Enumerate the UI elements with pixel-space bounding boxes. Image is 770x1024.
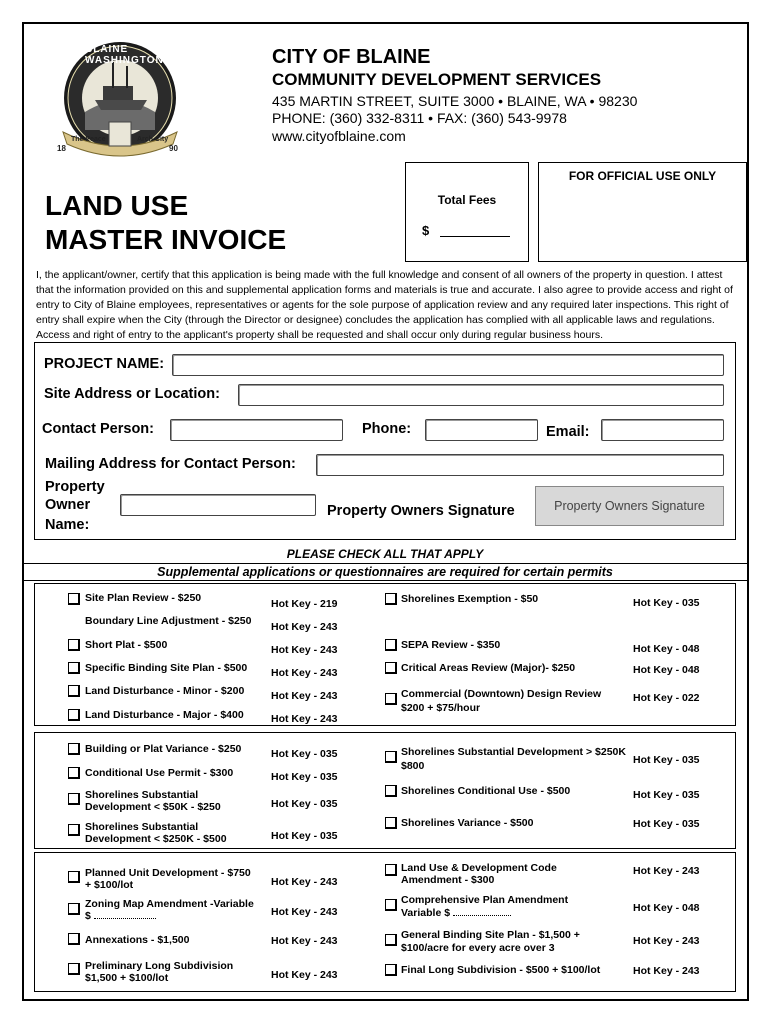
permit-label-line2: + $100/lot — [85, 879, 134, 891]
hot-key: Hot Key - 035 — [633, 818, 700, 830]
permit-label: Zoning Map Amendment -Variable — [85, 898, 254, 910]
permit-label: Land Disturbance - Major - $400 — [85, 709, 244, 721]
permit-checkbox[interactable] — [68, 593, 80, 605]
phone-field[interactable] — [425, 419, 538, 441]
city-seal-logo — [55, 40, 185, 160]
permit-checkbox[interactable] — [68, 662, 80, 674]
mailing-address-field[interactable] — [316, 454, 724, 476]
permit-label: Comprehensive Plan Amendment — [401, 894, 569, 906]
total-fees-label: Total Fees — [437, 193, 497, 207]
hot-key: Hot Key - 035 — [633, 597, 700, 609]
permit-label: Preliminary Long Subdivision — [85, 960, 234, 972]
permit-label-line2: Amendment - $300 — [401, 874, 495, 886]
hot-key: Hot Key - 243 — [271, 644, 338, 656]
permit-checkbox[interactable] — [385, 964, 397, 976]
contact-person-field[interactable] — [170, 419, 343, 441]
permit-label: Shorelines Substantial Development > $250K — [401, 746, 626, 758]
permit-checkbox[interactable] — [385, 751, 397, 763]
hot-key: Hot Key - 243 — [271, 667, 338, 679]
seal-banner-right: Arch City — [137, 136, 169, 143]
permit-label-line2: $800 — [401, 760, 425, 772]
seal-top-text: BLAINE WASHINGTON — [85, 44, 164, 66]
site-address-field[interactable] — [238, 384, 724, 406]
permit-label-line2: Development < $50K - $250 — [85, 801, 221, 813]
permit-checkbox[interactable] — [385, 593, 397, 605]
project-name-label: PROJECT NAME: — [44, 356, 165, 372]
permit-label-line2: $100/acre for every acre over 3 — [401, 942, 555, 954]
permit-label: Shorelines Conditional Use - $500 — [401, 785, 571, 797]
zoning-dollar: $ — [85, 910, 91, 922]
permit-checkbox[interactable] — [385, 864, 397, 876]
certification-text: I, the applicant/owner, certify that this application is being made with the full knowledge and consent of all owners of the property in question. I attest that the information provided on this and supplemental application forms and materials is true and accurate. I also agree to provide access and right of entry to City of Blaine employees, representatives or agents for the sole purpose of application review and any required later inspections. This right of entry shall expire when the City (through the Director or designee) concludes the application has complied with all applicable laws and regulations. Access and right of entry to the applicant's property shall be requested and shall occur only during regular business hours. — [36, 269, 733, 341]
permit-checkbox[interactable] — [385, 934, 397, 946]
permit-label: Boundary Line Adjustment - $250 — [85, 615, 252, 627]
permit-checkbox[interactable] — [68, 639, 80, 651]
hot-key: Hot Key - 035 — [633, 754, 700, 766]
hot-key: Hot Key - 219 — [271, 598, 338, 610]
permit-label: Specific Binding Site Plan - $500 — [85, 662, 248, 674]
hot-key: Hot Key - 243 — [271, 876, 338, 888]
permit-label: Land Disturbance - Minor - $200 — [85, 685, 245, 697]
permit-label: Conditional Use Permit - $300 — [85, 767, 234, 779]
hot-key: Hot Key - 035 — [271, 830, 338, 842]
hot-key: Hot Key - 243 — [633, 965, 700, 977]
supplemental-note: Supplemental applications or questionnaires are required for certain permits — [157, 565, 613, 579]
hot-key: Hot Key - 243 — [633, 865, 700, 877]
owner-signature-button[interactable]: Property Owners Signature — [535, 486, 724, 526]
owner-name-label-3: Name: — [45, 517, 90, 533]
hot-key: Hot Key - 243 — [271, 713, 338, 725]
hot-key: Hot Key - 243 — [633, 935, 700, 947]
permit-label-line2: $200 + $75/hour — [401, 702, 481, 714]
contact-person-label: Contact Person: — [42, 421, 154, 437]
permit-label: General Binding Site Plan - $1,500 + — [401, 929, 580, 941]
currency-symbol: $ — [422, 223, 430, 238]
permit-checkbox[interactable] — [68, 903, 80, 915]
page-title-line2: MASTER INVOICE — [45, 224, 287, 255]
permit-checkbox[interactable] — [385, 693, 397, 705]
permit-checkbox[interactable] — [385, 899, 397, 911]
hot-key: Hot Key - 243 — [271, 906, 338, 918]
hot-key: Hot Key - 243 — [271, 690, 338, 702]
seal-year-right: 90 — [169, 144, 178, 153]
permit-label: Critical Areas Review (Major)- $250 — [401, 662, 576, 674]
permit-label-line2: $1,500 + $100/lot — [85, 972, 169, 984]
permit-checkbox[interactable] — [68, 871, 80, 883]
department-name: COMMUNITY DEVELOPMENT SERVICES — [272, 70, 602, 89]
hot-key: Hot Key - 035 — [271, 748, 338, 760]
permit-label: Site Plan Review - $250 — [85, 592, 202, 604]
permit-label: Shorelines Substantial — [85, 789, 199, 801]
hot-key: Hot Key - 035 — [271, 798, 338, 810]
project-name-field[interactable] — [172, 354, 724, 376]
hot-key: Hot Key - 048 — [633, 643, 700, 655]
permit-checkbox[interactable] — [68, 963, 80, 975]
permit-label: Shorelines Variance - $500 — [401, 817, 534, 829]
hot-key: Hot Key - 243 — [271, 621, 338, 633]
permit-label: Commercial (Downtown) Design Review — [401, 688, 602, 700]
site-address-label: Site Address or Location: — [44, 386, 220, 402]
owner-signature-label: Property Owners Signature — [327, 503, 515, 519]
permit-checkbox[interactable] — [385, 817, 397, 829]
fees-amount-line[interactable] — [440, 236, 510, 237]
email-label: Email: — [546, 424, 590, 440]
hot-key: Hot Key - 022 — [633, 692, 700, 704]
comp-plan-amount-blank[interactable] — [453, 915, 511, 916]
owner-name-field[interactable] — [120, 494, 316, 516]
address: 435 MARTIN STREET, SUITE 3000 • BLAINE, WA • 98230 — [272, 93, 638, 109]
permit-checkbox[interactable] — [385, 639, 397, 651]
permit-checkbox[interactable] — [385, 662, 397, 674]
permit-label: Annexations - $1,500 — [85, 934, 190, 946]
permit-checkbox[interactable] — [68, 743, 80, 755]
phone-fax: PHONE: (360) 332-8311 • FAX: (360) 543-9978 — [272, 110, 567, 126]
comp-plan-dollar: Variable $ — [401, 907, 451, 919]
hot-key: Hot Key - 048 — [633, 664, 700, 676]
page-title-line1: LAND USE — [45, 190, 189, 221]
official-use-label: FOR OFFICIAL USE ONLY — [568, 169, 717, 183]
permit-checkbox[interactable] — [68, 824, 80, 836]
permit-checkbox[interactable] — [385, 785, 397, 797]
mailing-address-label: Mailing Address for Contact Person: — [45, 456, 296, 472]
total-fees-box — [405, 162, 529, 262]
permit-label: Planned Unit Development - $750 — [85, 867, 251, 879]
hot-key: Hot Key - 048 — [633, 902, 700, 914]
official-use-box — [538, 162, 747, 262]
hot-key: Hot Key - 035 — [271, 771, 338, 783]
seal-banner-left: The Peace — [71, 136, 106, 143]
check-all-heading: PLEASE CHECK ALL THAT APPLY — [286, 547, 484, 561]
permit-checkbox[interactable] — [68, 685, 80, 697]
email-field[interactable] — [601, 419, 724, 441]
permit-label: Short Plat - $500 — [85, 639, 168, 651]
divider — [24, 580, 747, 581]
permit-label-line2 — [85, 910, 156, 923]
permit-label: SEPA Review - $350 — [401, 639, 501, 651]
permit-label: Shorelines Exemption - $50 — [401, 593, 539, 605]
permit-checkbox[interactable] — [68, 933, 80, 945]
permit-label: Building or Plat Variance - $250 — [85, 743, 242, 755]
permit-checkbox[interactable] — [68, 767, 80, 779]
hot-key: Hot Key - 243 — [271, 969, 338, 981]
phone-label: Phone: — [362, 421, 412, 437]
permit-label: Shorelines Substantial — [85, 821, 199, 833]
hot-key: Hot Key - 035 — [633, 789, 700, 801]
permit-checkbox[interactable] — [68, 709, 80, 721]
hot-key: Hot Key - 243 — [271, 935, 338, 947]
website: www.cityofblaine.com — [272, 128, 406, 144]
divider — [24, 563, 747, 564]
permit-label: Land Use & Development Code — [401, 862, 557, 874]
zoning-amount-blank[interactable] — [94, 918, 156, 919]
city-name: CITY OF BLAINE — [272, 46, 431, 68]
permit-label-line2: Development < $250K - $500 — [85, 833, 227, 845]
permit-checkbox[interactable] — [68, 793, 80, 805]
permit-label: Final Long Subdivision - $500 + $100/lot — [401, 964, 601, 976]
owner-name-label-1: Property — [45, 479, 105, 495]
owner-name-label-2: Owner — [45, 497, 91, 513]
seal-year-left: 18 — [57, 144, 66, 153]
permit-label-line2 — [401, 907, 511, 920]
